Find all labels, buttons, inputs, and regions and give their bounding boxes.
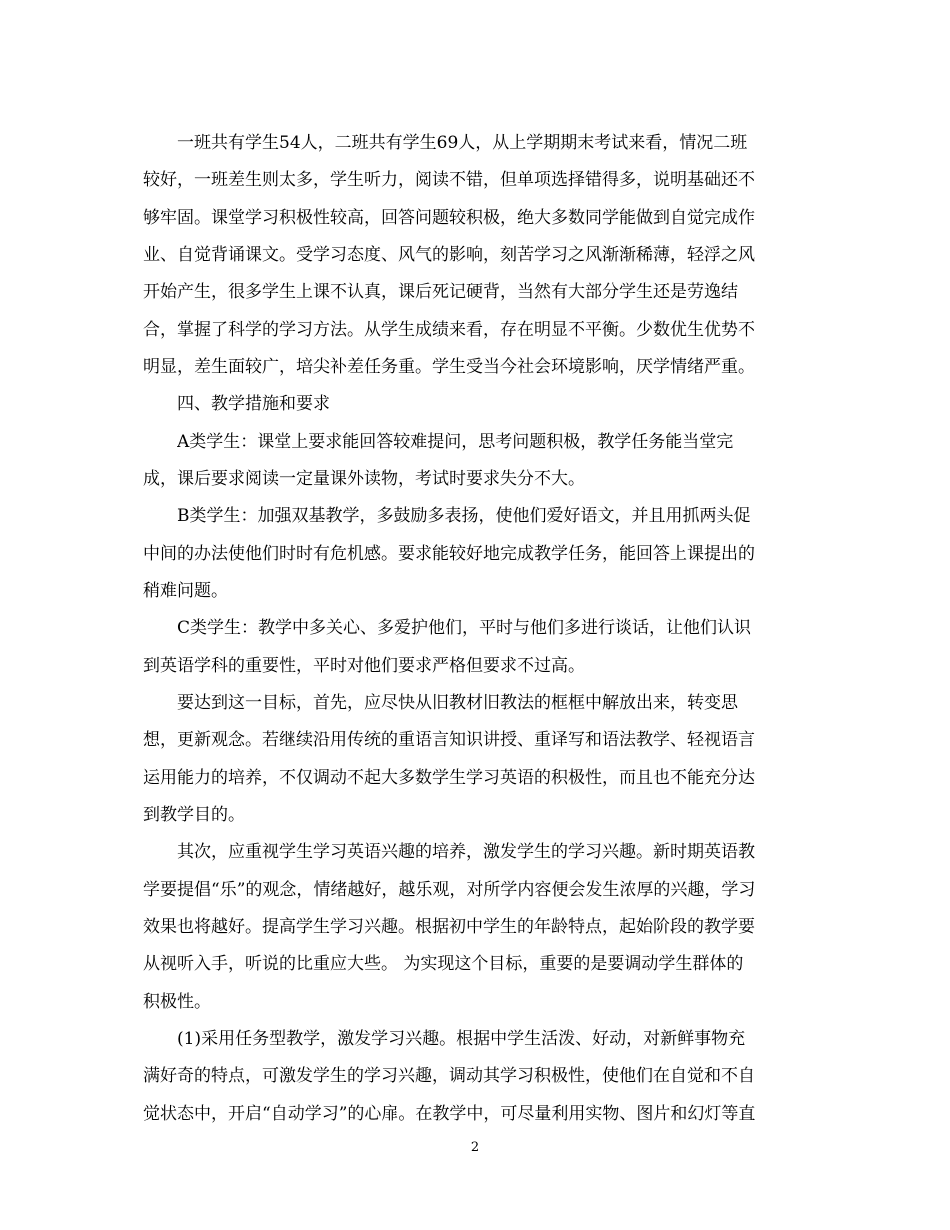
text-line: 要达到这一目标，首先，应尽快从旧教材旧教法的框框中解放出来，转变思 — [177, 693, 738, 713]
section-heading: 四、教学措施和要求 — [177, 394, 330, 414]
text-line: 效果也将越好。提高学生学习兴趣。根据初中学生的年龄特点，起始阶段的教学要 — [143, 917, 755, 937]
text-line: B类学生：加强双基教学，多鼓励多表扬，使他们爱好语文，并且用抓两头促 — [177, 506, 751, 526]
text-line: 到英语学科的重要性，平时对他们要求严格但要求不过高。 — [143, 656, 585, 676]
text-line: 较好，一班差生则太多，学生听力，阅读不错，但单项选择错得多，说明基础还不 — [143, 170, 755, 190]
text-line: 满好奇的特点，可激发学生的学习兴趣，调动其学习积极性，使他们在自觉和不自 — [143, 1066, 755, 1086]
text-line: 运用能力的培养，不仅调动不起大多数学生学习英语的积极性，而且也不能充分达 — [143, 768, 755, 788]
text-line: 觉状态中，开启“自动学习”的心扉。在教学中，可尽量利用实物、图片和幻灯等直 — [143, 1104, 756, 1124]
text-line: 够牢固。课堂学习积极性较高，回答问题较积极，绝大多数同学能做到自觉完成作 — [143, 208, 755, 228]
text-line: A类学生：课堂上要求能回答较难提问，思考问题积极，教学任务能当堂完 — [177, 432, 734, 452]
text-line: 一班共有学生54人，二班共有学生69人，从上学期期末考试来看，情况二班 — [177, 133, 748, 153]
text-line: 开始产生，很多学生上课不认真，课后死记硬背，当然有大部分学生还是劳逸结 — [143, 282, 738, 302]
text-line: 学要提倡“乐”的观念，情绪越好，越乐观，对所学内容便会发生浓厚的兴趣，学习 — [143, 880, 756, 900]
text-line: 业、自觉背诵课文。受学习态度、风气的影响，刻苦学习之风渐渐稀薄，轻浮之风 — [143, 245, 755, 265]
text-line: 中间的办法使他们时时有危机感。要求能较好地完成教学任务，能回答上课提出的 — [143, 544, 755, 564]
text-line: 合，掌握了科学的学习方法。从学生成绩来看，存在明显不平衡。少数优生优势不 — [143, 320, 755, 340]
page-number: 2 — [470, 1140, 480, 1155]
text-line: 想，更新观念。若继续沿用传统的重语言知识讲授、重译写和语法教学、轻视语言 — [143, 730, 755, 750]
text-line: (1)采用任务型教学，激发学习兴趣。根据中学生活泼、好动，对新鲜事物充 — [177, 1029, 746, 1049]
text-line: 从视听入手，听说的比重应大些。 为实现这个目标，重要的是要调动学生群体的 — [143, 954, 744, 974]
text-line: 明显，差生面较广，培尖补差任务重。学生受当今社会环境影响，厌学情绪严重。 — [143, 357, 755, 377]
text-line: 成，课后要求阅读一定量课外读物，考试时要求失分不大。 — [143, 469, 585, 489]
text-line: 稍难问题。 — [143, 581, 228, 601]
text-line: 其次，应重视学生学习英语兴趣的培养，激发学生的学习兴趣。新时期英语教 — [177, 842, 755, 862]
text-line: C类学生：教学中多关心、多爱护他们，平时与他们多进行谈话，让他们认识 — [177, 618, 752, 638]
text-line: 到教学目的。 — [143, 805, 245, 825]
text-line: 积极性。 — [143, 992, 211, 1012]
